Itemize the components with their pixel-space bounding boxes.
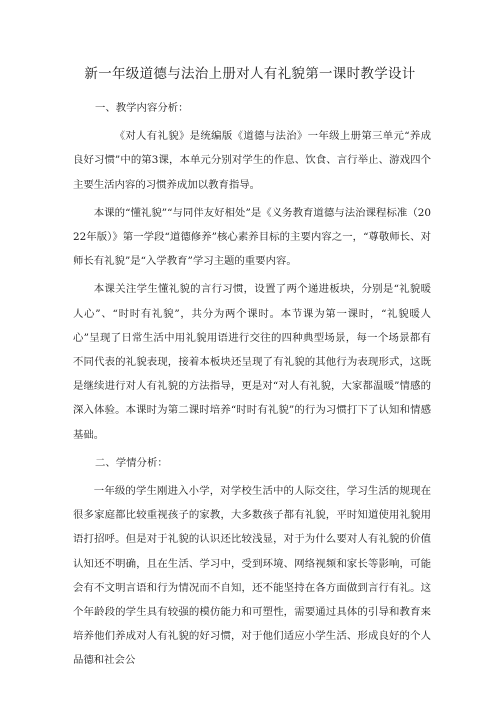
paragraph-lesson-overview: 《对人有礼貌》是统编版《道德与法治》一年级上册第三单元“养成良好习惯”中的第3课，本单元分别对学生的作息、饮食、言行举止、游戏四个主要生活内容的习惯养成加以教育指导。 [73,130,431,191]
document-title: 新一年级道德与法治上册对人有礼貌第一课时教学设计 [84,66,416,82]
paragraph-curriculum-standard: 本课的“懂礼貌”“与同伴友好相处”是《义务教育道德与法治课程标准（2022年版）》第一学段“道德修养”核心素养目标的主要内容之一，“尊敬师长、对师长有礼貌”是“入学教育”学习主题的重要内容。 [73,206,431,268]
paragraph-lesson-structure: 本课关注学生懂礼貌的言行习惯，设置了两个递进板块，分别是“礼貌暖人心”、“时时有礼貌”，共分为两个课时。本节课为第一课时，“礼貌暖人心”呈现了日常生活中用礼貌用语进行交往的四种典型场景，每一个场景都有不同代表的礼貌表现，接着本板块还呈现了有礼貌的其他行为表现形式，这既是继续进行对人有礼貌的方法指导，更是对“对人有礼貌，大家都温暖”情感的深入体验。本课时为第二课时培养“时时有礼貌”的行为习惯打下了认知和情感基础。 [73,283,431,441]
section-heading-student-analysis: 二、学情分析： [95,456,168,469]
section-heading-content-analysis: 一、教学内容分析： [95,102,189,114]
paragraph-student-situation: 一年级的学生刚进入小学，对学校生活中的人际交往，学习生活的规现在很多家庭都比较重视孩子的家教，大多数孩子都有礼貌，平时知道使用礼貌用语打招呼。但是对于礼貌的认识还比较浅显，对于为什么要对人有礼貌的价值认知还不明确，且在生活、学习中，受到环境、网络视频和家长等影响，可能会有不文明言语和行为情况而不自知，还不能坚持在各方面做到言行有礼。这个年龄段的学生具有较强的模仿能力和可塑性，需要通过具体的引导和教育来培养他们养成对人有礼貌的好习惯，对于他们适应小学生活、形成良好的个人品德和社会公 [73,485,431,667]
document-body [73,96,431,673]
